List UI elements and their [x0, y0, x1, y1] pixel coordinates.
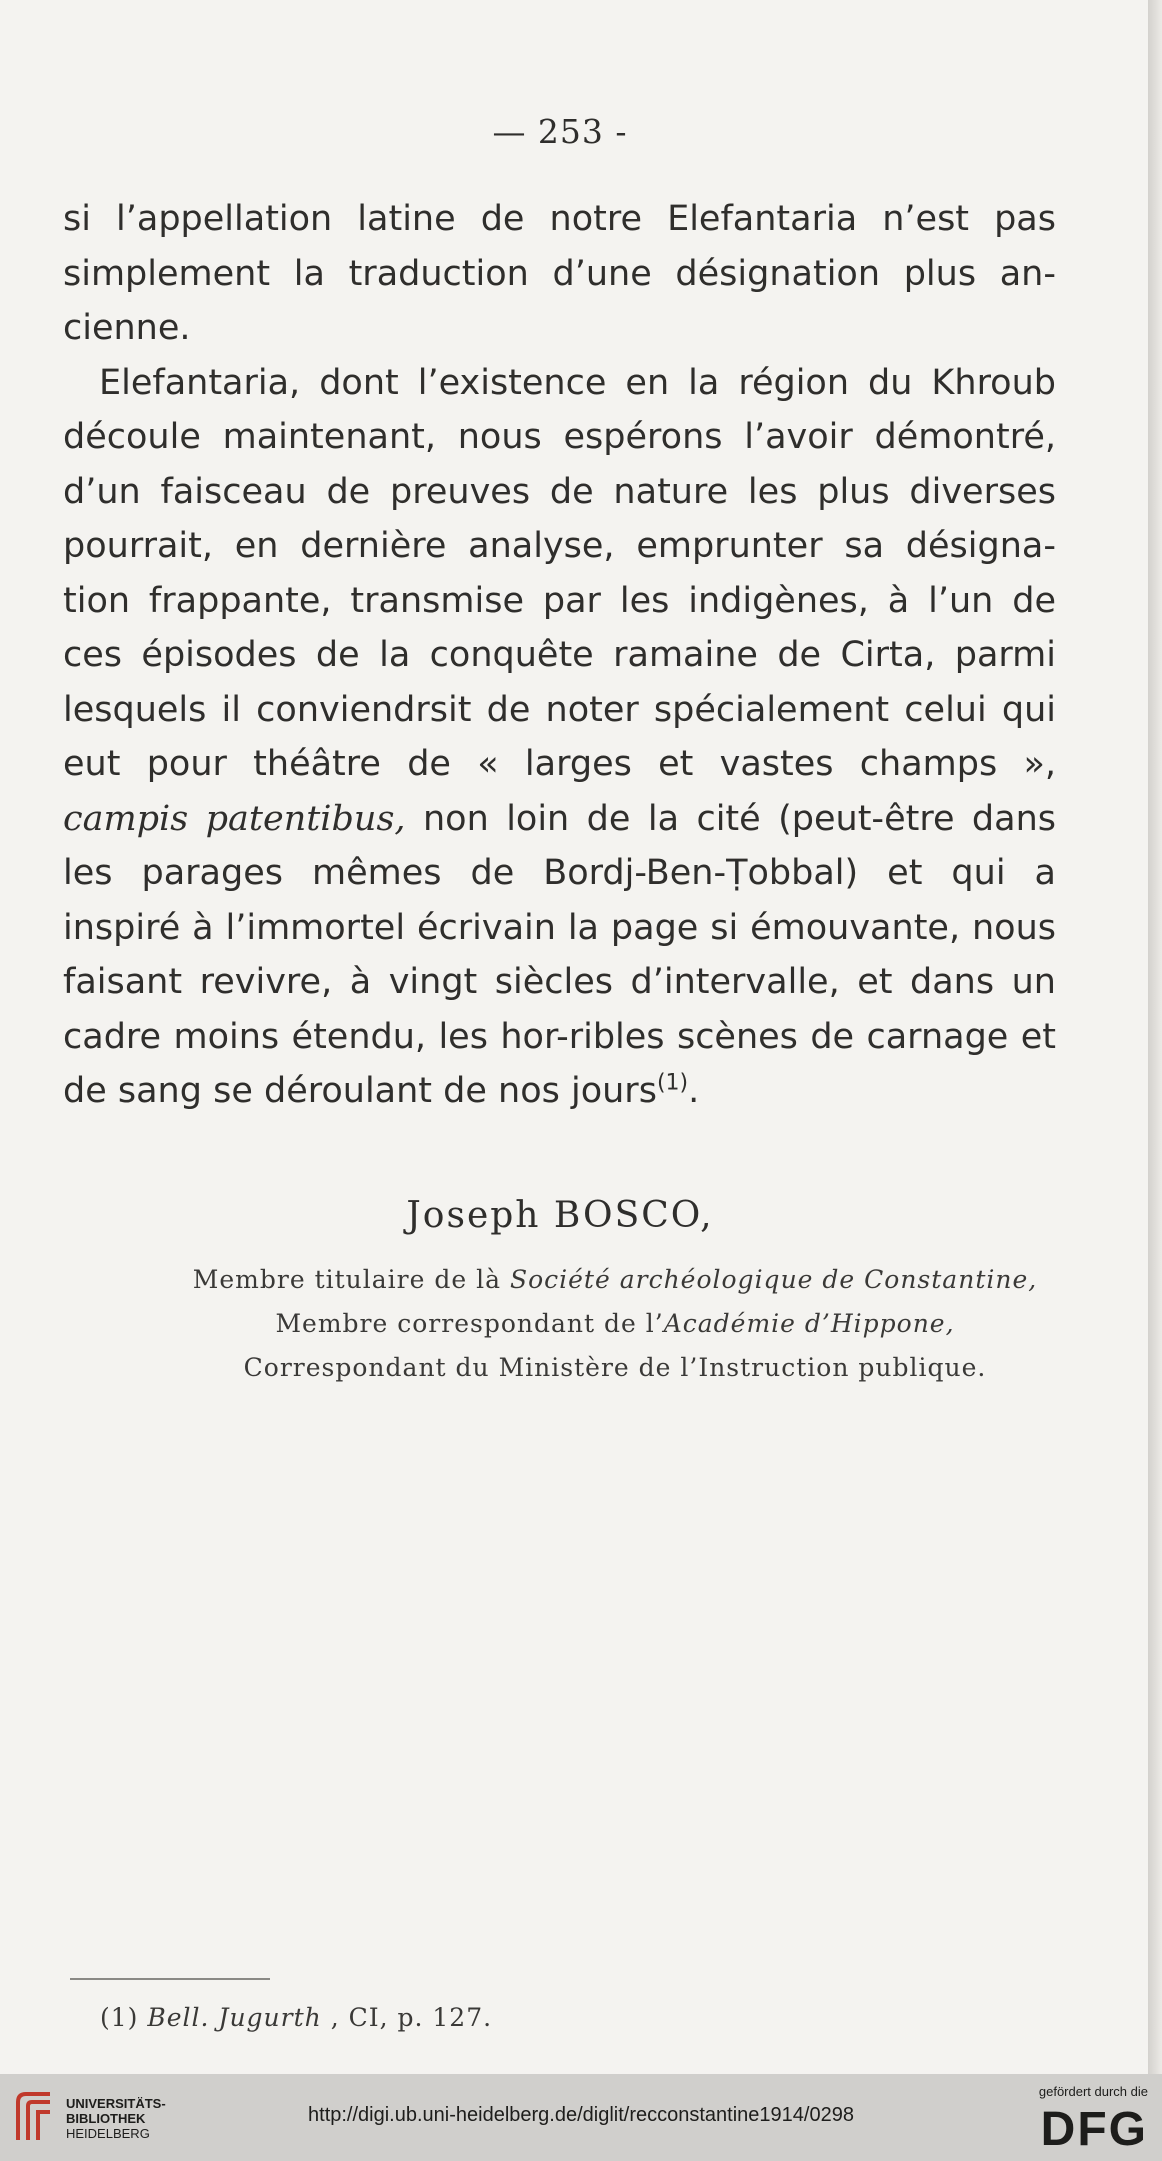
footnote-citation: , CI, p. 127.	[321, 2003, 493, 2032]
affiliation-line-2	[150, 1309, 1080, 1338]
library-name-line-1: UNIVERSITÄTS-	[66, 2096, 166, 2111]
footnote-title: Bell. Jugurth	[147, 2003, 322, 2032]
author-signature: Joseph BOSCO,	[406, 1195, 714, 1236]
funding-note: gefördert durch die	[1038, 2084, 1148, 2099]
page-edge	[1148, 0, 1162, 2074]
paragraph-2-part-2: non loin de la cité (peut-être dans les parages mêmes de Bordj-Ben-Ṭobbal) et qui a inspiré à l’immortel écrivain la page si émouvante, nous faisant revivre, à vingt siècles d’intervalle, et dans un cadre moins étendu, les hor-ribles scènes de carnage et de sang se déroulant de nos jours	[63, 798, 1056, 1111]
affiliation-2-academy: Académie d’Hippone,	[663, 1309, 955, 1338]
paragraph-2	[63, 356, 1056, 1119]
affiliation-1-society: Société archéologique de Constantine,	[509, 1265, 1038, 1294]
body-text	[63, 192, 1056, 1119]
affiliation-2-prefix: Membre correspondant de l’	[275, 1309, 664, 1338]
paragraph-2-part-1: Elefantaria, dont l’existence en la région du Khroub découle maintenant, nous espérons l’avoir démontré, d’un faisceau de preuves de nature les plus diverses pourrait, en dernière analyse, emprunter sa désigna-tion frappante, transmise par les indigènes, à l’un de ces épisodes de la conquête ramaine de Cirta, parmi lesquels il conviendrsit de noter spécialement celui qui eut pour théâtre de « larges et vastes champs »,	[63, 362, 1056, 784]
permalink[interactable]: http://digi.ub.uni-heidelberg.de/diglit/recconstantine1914/0298	[308, 2104, 854, 2126]
latin-quote: campis patentibus,	[63, 798, 406, 839]
page-number: — 253 -	[492, 112, 628, 151]
paragraph-2-end: .	[688, 1071, 700, 1111]
dfg-logo: DFG	[1040, 2103, 1148, 2156]
footer-bar	[0, 2074, 1162, 2161]
affiliation-1-prefix: Membre titulaire de là	[192, 1265, 510, 1294]
footnote-reference: (1)	[656, 1070, 689, 1096]
affiliation-line-3: Correspondant du Ministère de l’Instruction publique.	[243, 1353, 987, 1382]
footnote-marker: (1)	[100, 2003, 139, 2032]
footnote	[100, 2003, 492, 2032]
footnote-divider	[70, 1978, 270, 1980]
affiliation-line-1	[150, 1265, 1080, 1294]
library-name-line-2: BIBLIOTHEK	[66, 2111, 146, 2126]
library-name-line-3: HEIDELBERG	[66, 2126, 150, 2141]
paragraph-1: si l’appellation latine de notre Elefantaria n’est pas simplement la traduction d’une désignation plus an-cienne.	[63, 199, 1056, 348]
